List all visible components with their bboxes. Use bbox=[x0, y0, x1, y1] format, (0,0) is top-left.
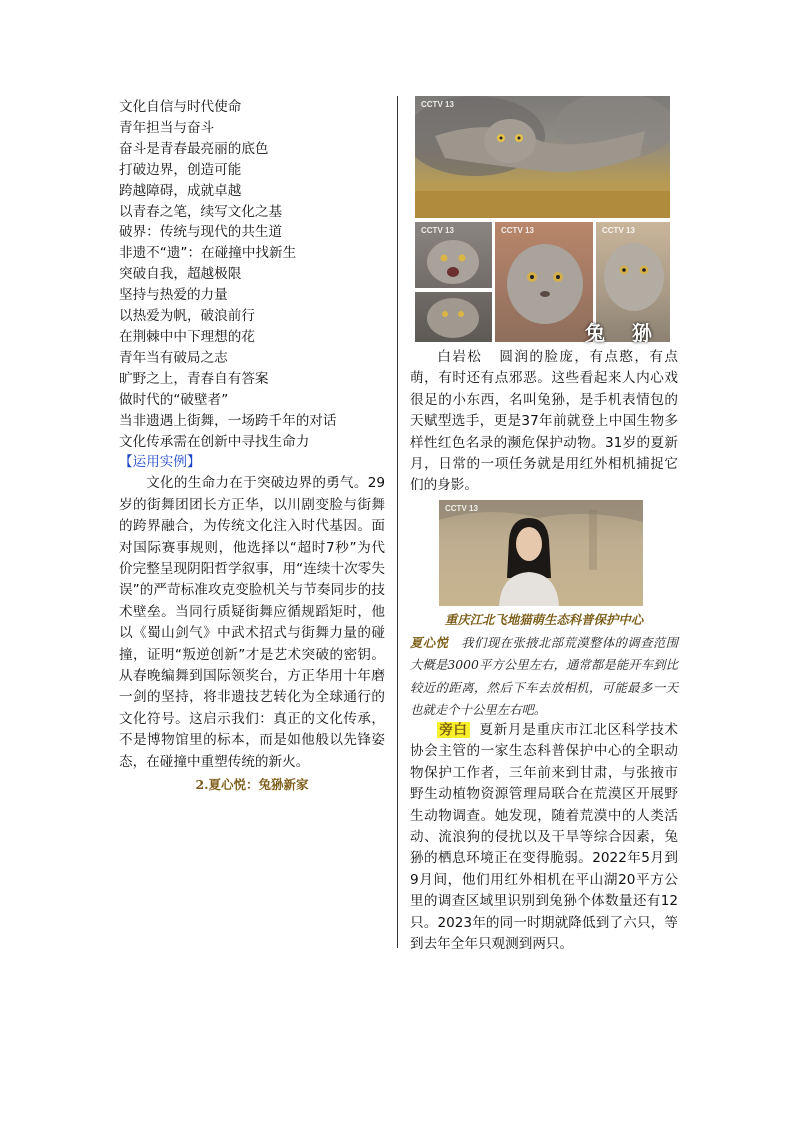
voiceover-paragraph bbox=[410, 720, 678, 955]
channel-logo: CCTV 13 bbox=[501, 226, 534, 235]
interviewee-name: 夏心悦 bbox=[410, 634, 449, 650]
pallas-cat-illustration bbox=[415, 96, 670, 218]
example-paragraph: 文化的生命力在于突破边界的勇气。29岁的街舞团团长方正华，以川剧变脸与街舞的跨界融合，为传统文化注入时代基因。面对国际赛事规则，他选择以“超时7秒”为代价完整呈现阴阳哲学叙事，用“连续十次零失误”的严苛标准攻克变脸机关与节奏同步的技术壁垒。当同行质疑街舞应循规蹈矩时，他以《蜀山剑气》中武术招式与街舞力量的碰撞，证明“叛逆创新”才是艺术突破的密钥。从春晚编舞到国际领奖台，方正华用十年磨一剑的坚持，将非遗技艺转化为全球通行的文化符号。这启示我们：真正的文化传承，不是博物馆里的标本，而是如他般以先锋姿态，在碰撞中重塑传统的新火。 bbox=[119, 475, 385, 770]
channel-logo: CCTV 13 bbox=[421, 100, 454, 109]
topic-line: 旷野之上，青春自有答案 bbox=[119, 370, 269, 387]
topic-list bbox=[119, 97, 385, 452]
interview-text: 我们现在张掖北部荒漠整体的调查范围大概是3000平方公里左右，通常都是能开车到比较近的距离，然后下车去放相机，可能最多一天也就走个十公里左右吧。 bbox=[410, 634, 679, 718]
narration-text: 圆润的脸庞，有点憨，有点萌，有时还有点邪恶。这些看起来人内心戏很足的小东西，名叫兔狲，是手机表情包的天赋型选手，更是37年前就登上中国生物多样性红色名录的濒危保护动物。31岁的夏新月，日常的一项任务就是用红外相机捕捉它们的身影。 bbox=[410, 349, 679, 494]
pallas-cat-illustration bbox=[495, 222, 593, 342]
topic-line: 当非遗遇上街舞，一场跨千年的对话 bbox=[119, 412, 337, 429]
topic-line: 非遗不“遗”：在碰撞中找新生 bbox=[119, 245, 297, 262]
topic-line: 青年当有破局之志 bbox=[119, 349, 228, 366]
topic-line: 文化传承需在创新中寻找生命力 bbox=[119, 433, 310, 450]
left-column bbox=[119, 97, 385, 796]
interviewee-org: 重庆江北飞地猫萌生态科普保护中心 bbox=[444, 612, 644, 627]
narration-paragraph bbox=[410, 347, 678, 497]
pallas-cat-face-photo-2 bbox=[495, 222, 593, 342]
section-label: 【运用实例】 bbox=[119, 454, 201, 471]
interview-photo bbox=[439, 500, 643, 606]
interview-quote bbox=[410, 609, 678, 722]
pallas-cat-leaping-photo bbox=[415, 96, 670, 218]
subheading: 2.夏心悦：兔狲新家 bbox=[195, 777, 309, 793]
topic-line: 跨越障碍，成就卓越 bbox=[119, 182, 242, 199]
pallas-cat-illustration bbox=[415, 222, 492, 342]
topic-line: 以热爱为帆，破浪前行 bbox=[119, 308, 255, 325]
topic-line: 青年担当与奋斗 bbox=[119, 119, 215, 136]
topic-line: 突破自我，超越极限 bbox=[119, 266, 242, 283]
photo-caption: 兔 狲 bbox=[585, 321, 662, 345]
topic-line: 文化自信与时代使命 bbox=[119, 99, 242, 115]
topic-line: 奋斗是青春最亮丽的底色 bbox=[119, 140, 269, 157]
voiceover-label: 旁白 bbox=[439, 722, 468, 738]
topic-line: 在荆棘中中下理想的花 bbox=[119, 328, 255, 345]
channel-logo: CCTV 13 bbox=[421, 226, 454, 235]
topic-line: 做时代的“破壁者” bbox=[119, 391, 229, 408]
interviewee-illustration bbox=[439, 500, 643, 606]
topic-line: 打破边界，创造可能 bbox=[119, 161, 242, 178]
channel-logo: CCTV 13 bbox=[445, 504, 478, 513]
topic-line: 坚持与热爱的力量 bbox=[119, 287, 228, 304]
narrator-name: 白岩松 bbox=[437, 349, 483, 365]
column-divider bbox=[397, 96, 398, 948]
channel-logo: CCTV 13 bbox=[602, 226, 635, 235]
topic-line: 以青春之笔，续写文化之基 bbox=[119, 203, 283, 220]
voiceover-text: 夏新月是重庆市江北区科学技术协会主管的一家生态科普保护中心的全职动物保护工作者，三年前来到甘肃，与张掖市野生动植物资源管理局联合在荒漠区开展野生动物调查。她发现，随着荒漠中的人类活动、流浪狗的侵扰以及干旱等综合因素，兔狲的栖息环境正在变得脆弱。2022年5月到9月间，他们用红外相机在平山湖20平方公里的调查区域里识别到兔狲个体数量还有12只。2023年的同一时期就降低到了六只，等到去年全年只观测到两只。 bbox=[410, 722, 679, 953]
pallas-cat-face-photo-1 bbox=[415, 222, 492, 342]
topic-line: 破界：传统与现代的共生道 bbox=[119, 224, 283, 241]
